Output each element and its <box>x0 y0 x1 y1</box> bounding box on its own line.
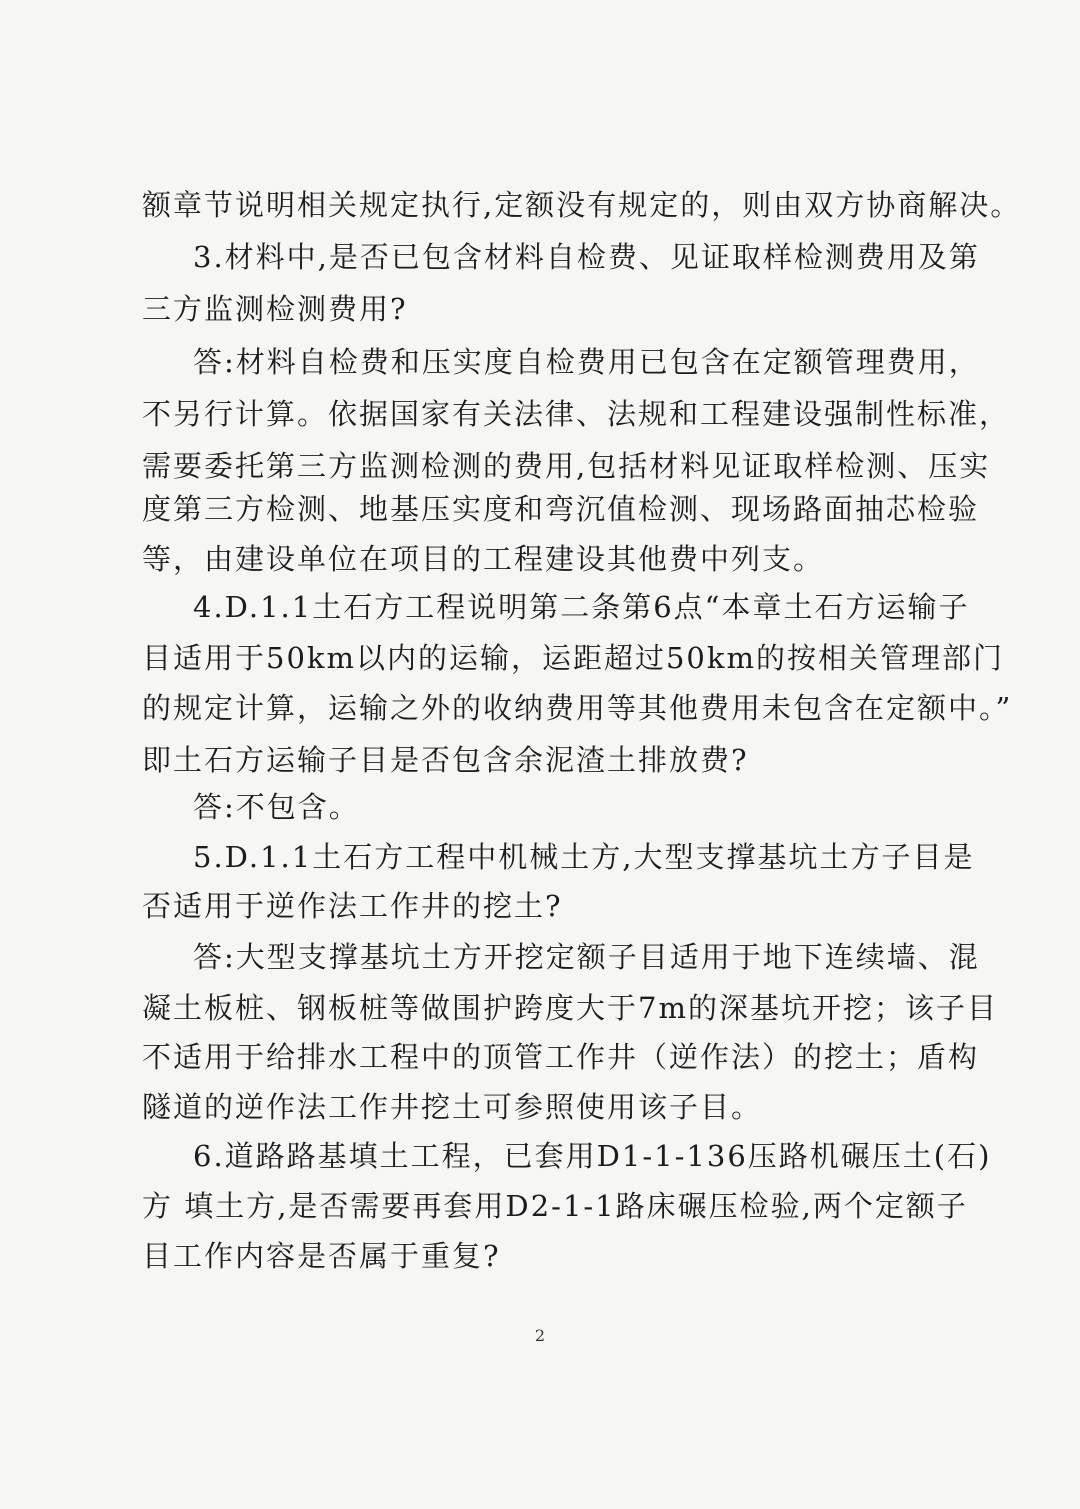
question-3-line-1: 3.材料中,是否已包含材料自检费、见证取样检测费用及第 <box>193 240 980 274</box>
answer-3-line-3: 需要委托第三方监测检测的费用,包括材料见证取样检测、压实 <box>142 449 991 483</box>
answer-3-line-5: 等，由建设单位在项目的工程建设其他费中列支。 <box>142 542 825 576</box>
question-4-line-2: 目适用于50km以内的运输，运距超过50km的按相关管理部门 <box>142 641 1004 675</box>
answer-3-line-2: 不另行计算。依据国家有关法律、法规和工程建设强制性标准， <box>142 397 1011 431</box>
question-6-line-1: 6.道路路基填土工程，已套用D1-1-136压路机碾压土(石) <box>193 1139 992 1173</box>
page-number: 2 <box>534 1326 546 1345</box>
answer-5-line-1: 答:大型支撑基坑土方开挖定额子目适用于地下连续墙、混 <box>193 940 980 974</box>
answer-5-line-2: 凝土板桩、钢板桩等做围护跨度大于7m的深基坑开挖；该子目 <box>142 991 998 1025</box>
question-4-line-3: 的规定计算，运输之外的收纳费用等其他费用未包含在定额中。” <box>142 691 1013 725</box>
question-4-line-1: 4.D.1.1土石方工程说明第二条第6点“本章土石方运输子 <box>193 590 970 624</box>
answer-5-line-3: 不适用于给排水工程中的顶管工作井（逆作法）的挖土；盾构 <box>142 1040 980 1074</box>
question-5-line-1: 5.D.1.1土石方工程中机械土方,大型支撑基坑土方子目是 <box>193 840 975 874</box>
answer-4-line-1: 答:不包含。 <box>193 790 360 824</box>
question-4-line-4: 即土石方运输子目是否包含余泥渣土排放费? <box>142 743 749 777</box>
paragraph-line: 额章节说明相关规定执行,定额没有规定的，则由双方协商解决。 <box>142 188 1022 222</box>
question-6-line-3: 目工作内容是否属于重复? <box>142 1239 501 1273</box>
question-3-line-2: 三方监测检测费用? <box>142 292 408 326</box>
answer-5-line-4: 隧道的逆作法工作井挖土可参照使用该子目。 <box>142 1090 763 1124</box>
answer-3-line-4: 度第三方检测、地基压实度和弯沉值检测、现场路面抽芯检验 <box>142 492 980 526</box>
question-6-line-2: 方 填土方,是否需要再套用D2-1-1路床碾压检验,两个定额子 <box>142 1189 968 1223</box>
answer-3-line-1: 答:材料自检费和压实度自检费用已包含在定额管理费用， <box>193 345 980 379</box>
question-5-line-2: 否适用于逆作法工作井的挖土? <box>142 889 563 923</box>
